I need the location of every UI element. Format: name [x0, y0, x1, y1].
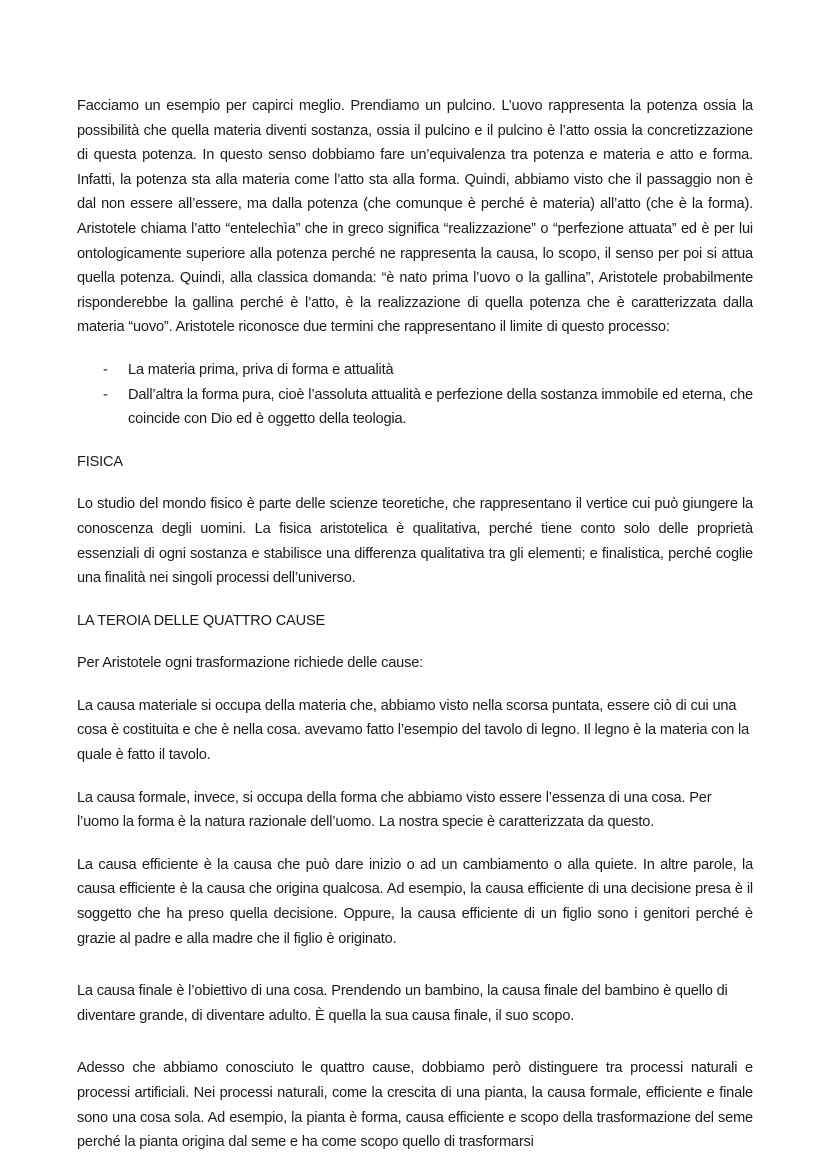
- paragraph-intro-cause: Per Aristotele ogni trasformazione richiede delle cause:: [77, 655, 424, 672]
- paragraph-fisica: Lo studio del mondo fisico è parte delle scienze teoretiche, che rappresentano il vertice cui può giungere la conoscenza degli uomini. La fisica aristotelica è qualitativa, perché tiene conto solo delle proprietà essenziali di ogni sostanza e stabilisce una differenza qualitativa tra gli elementi; e finalistica, perché coglie una finalità nei singoli processi dell’universo.: [77, 496, 753, 587]
- paragraph-causa-materiale: La causa materiale si occupa della materia che, abbiamo visto nella scorsa puntata, essere ciò di cui una cosa è costituita e che è nella cosa. avevamo fatto l’esempio del tavolo di legno. Il legno è la materia con la quale è fatto il tavolo.: [77, 697, 750, 764]
- paragraph-causa-efficiente: La causa efficiente è la causa che può dare inizio o ad un cambiamento o alla quiete. In altre parole, la causa efficiente è la causa che origina qualcosa. Ad esempio, la causa efficiente di una decisione presa è il soggetto che ha preso quella decisione. Oppure, la causa efficiente di un figlio sono i genitori perché è grazie al padre e alla madre che il figlio è originato.: [77, 856, 753, 947]
- document-body: [77, 94, 753, 1155]
- list-item: [77, 358, 753, 383]
- paragraph-intro-potenza-atto: Facciamo un esempio per capirci meglio. Prendiamo un pulcino. L’uovo rappresenta la potenza ossia la possibilità che quella materia diventi sostanza, ossia il pulcino e il pulcino è l’atto ossia la concretizzazione di questa potenza. In questo senso dobbiamo fare un’equivalenza tra potenza e materia e atto e forma. Infatti, la potenza sta alla materia come l’atto sta alla forma. Quindi, abbiamo visto che il passaggio non è dal non essere all’essere, ma dalla potenza (che comunque è perché è materia) all’atto (che è la forma). Aristotele chiama l’atto “entelechìa” che in greco significa “realizzazione” o “perfezione attuata” ed è per lui ontologicamente superiore alla potenza perché ne rappresenta la causa, lo scopo, il senso per poi si attua quella potenza. Quindi, alla classica domanda: “è nato prima l’uovo o la gallina”, Aristotele probabilmente risponderebbe la gallina perché è l’atto, è la realizzazione di quella potenza che è caratterizzata dalla materia “uovo”. Aristotele riconosce due termini che rappresentano il limite di questo processo:: [77, 98, 753, 336]
- list-item: [77, 383, 753, 432]
- section-heading-fisica: FISICA: [77, 453, 123, 470]
- section-heading-quattro-cause: LA TEROIA DELLE QUATTRO CAUSE: [77, 612, 326, 629]
- list-item-text: Dall’altra la forma pura, cioè l’assoluta attualità e perfezione della sostanza immobile ed eterna, che coincide con Dio ed è oggetto della teologia.: [128, 386, 753, 428]
- paragraph-processi-naturali: Adesso che abbiamo conosciuto le quattro cause, dobbiamo però distinguere tra processi naturali e processi artificiali. Nei processi naturali, come la crescita di una pianta, la causa formale, efficiente e finale sono una cosa sola. Ad esempio, la pianta è forma, causa efficiente e scopo della trasformazione del seme perché la pianta origina dal seme e ha come scopo quello di trasformarsi: [77, 1060, 753, 1151]
- paragraph-causa-finale: La causa finale è l’obiettivo di una cosa. Prendendo un bambino, la causa finale del bambino è quello di diventare grande, di diventare adulto. È quella la sua causa finale, il suo scopo.: [77, 983, 728, 1024]
- list-item-text: La materia prima, priva di forma e attualità: [128, 361, 394, 378]
- list-dash-marker: -: [103, 361, 108, 378]
- paragraph-causa-formale: La causa formale, invece, si occupa della forma che abbiamo visto essere l’essenza di una cosa. Per l’uomo la forma è la natura razionale dell’uomo. La nostra specie è caratterizzata da questo.: [77, 789, 712, 831]
- limit-terms-list: [77, 358, 753, 432]
- list-dash-marker: -: [103, 386, 108, 403]
